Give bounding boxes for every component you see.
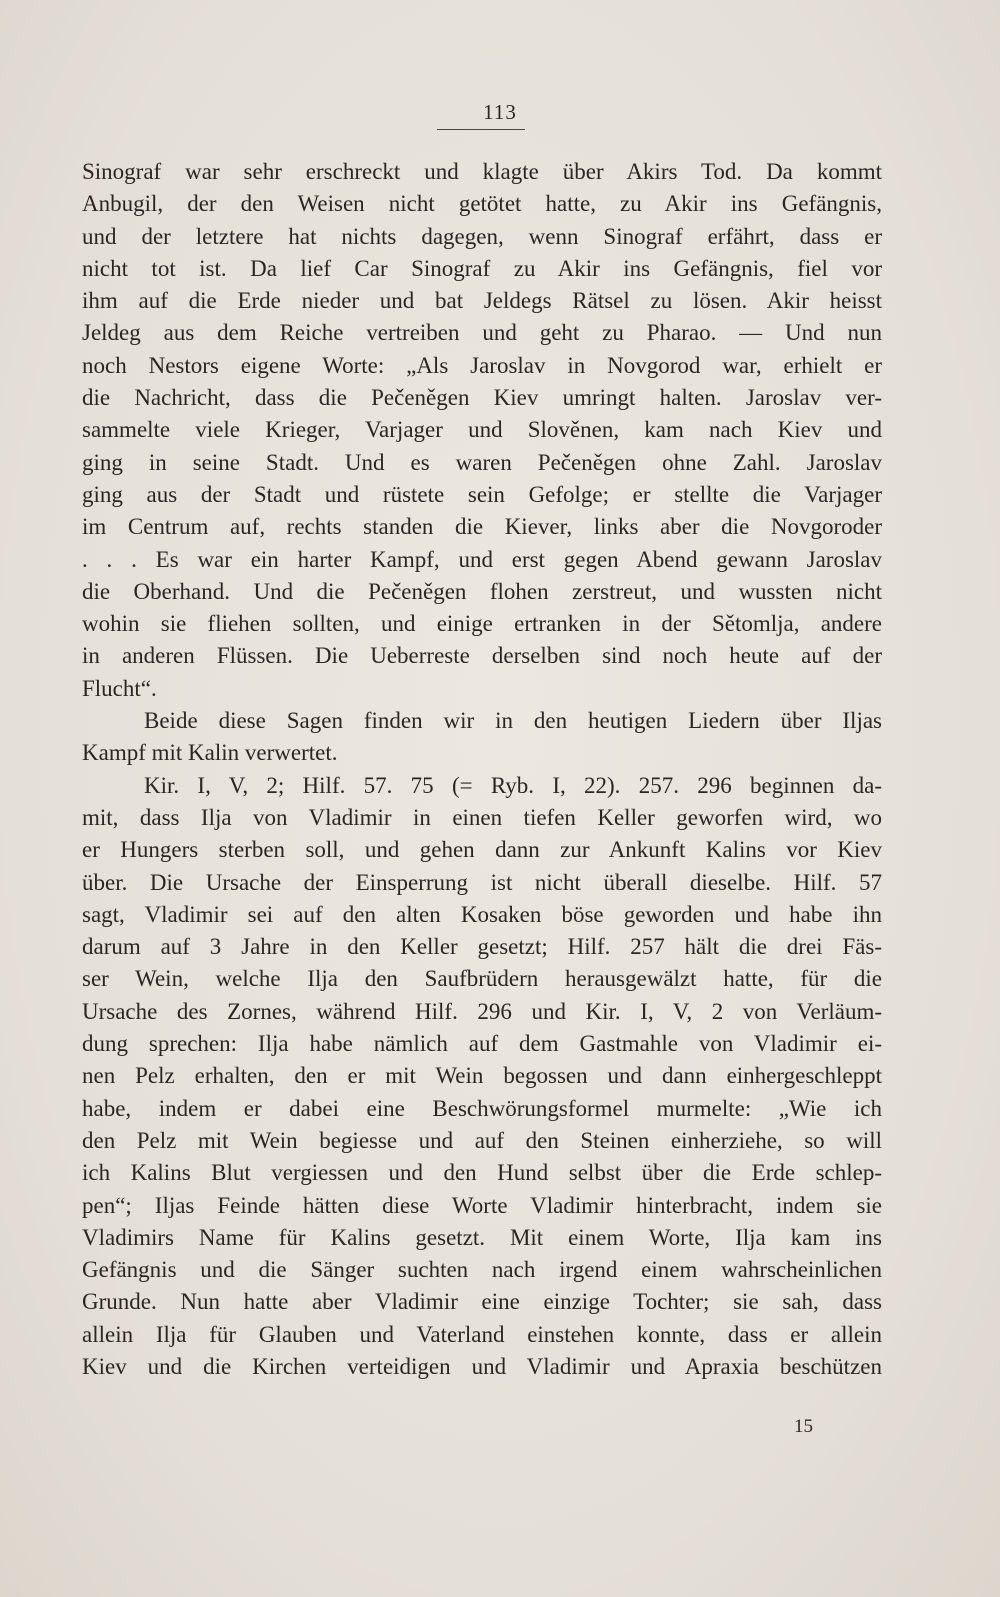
text-line: Vladimirs Name für Kalins gesetzt. Mit einem Worte, Ilja kam ins	[82, 1224, 882, 1250]
text-line: Kiev und die Kirchen verteidigen und Vladimir und Apraxia beschützen	[82, 1353, 882, 1379]
page-number: 113	[483, 100, 517, 124]
text-line: nen Pelz erhalten, den er mit Wein begossen und dann einhergeschleppt	[82, 1063, 882, 1089]
text-line: allein Ilja für Glauben und Vaterland einstehen konnte, dass er allein	[82, 1321, 882, 1347]
text-line: nicht tot ist. Da lief Car Sinograf zu Akir ins Gefängnis, fiel vor	[82, 255, 882, 281]
text-line: mit, dass Ilja von Vladimir in einen tiefen Keller geworfen wird, wo	[82, 804, 882, 830]
text-line: Flucht“.	[82, 675, 157, 701]
text-line: die Oberhand. Und die Pečeněgen flohen zerstreut, und wussten nicht	[82, 578, 882, 604]
text-line: . . . Es war ein harter Kampf, und erst gegen Abend gewann Jaroslav	[82, 546, 882, 572]
text-line: er Hungers sterben soll, und gehen dann zur Ankunft Kalins vor Kiev	[82, 837, 882, 863]
text-line: über. Die Ursache der Einsperrung ist nicht überall dieselbe. Hilf. 57	[82, 869, 882, 895]
text-line: ging aus der Stadt und rüstete sein Gefolge; er stellte die Varjager	[82, 481, 882, 507]
text-line: ihm auf die Erde nieder und bat Jeldegs Rätsel zu lösen. Akir heisst	[82, 288, 882, 314]
text-line: sammelte viele Krieger, Varjager und Slověnen, kam nach Kiev und	[82, 417, 882, 443]
text-line: darum auf 3 Jahre in den Keller gesetzt; Hilf. 257 hält die drei Fäs-	[82, 934, 882, 960]
text-line: Gefängnis und die Sänger suchten nach irgend einem wahrscheinlichen	[82, 1257, 882, 1283]
text-line: Kampf mit Kalin verwertet.	[82, 740, 338, 766]
text-line: die Nachricht, dass die Pečeněgen Kiev umringt halten. Jaroslav ver-	[82, 385, 882, 411]
text-line: den Pelz mit Wein begiesse und auf den Steinen einherziehe, so will	[82, 1127, 882, 1153]
text-line: Ursache des Zornes, während Hilf. 296 und Kir. I, V, 2 von Verläum-	[82, 998, 882, 1024]
text-line: und der letztere hat nichts dagegen, wenn Sinograf erfährt, dass er	[82, 223, 882, 249]
signature-mark: 15	[794, 1416, 813, 1437]
text-line: Jeldeg aus dem Reiche vertreiben und geht zu Pharao. — Und nun	[82, 320, 882, 346]
header-rule	[437, 129, 525, 130]
text-line: Anbugil, der den Weisen nicht getötet hatte, zu Akir ins Gefängnis,	[82, 191, 882, 217]
text-line: in anderen Flüssen. Die Ueberreste derselben sind noch heute auf der	[82, 643, 882, 669]
text-line: im Centrum auf, rechts standen die Kiever, links aber die Novgoroder	[82, 514, 882, 540]
text-line: Kir. I, V, 2; Hilf. 57. 75 (= Ryb. I, 22). 257. 296 beginnen da-	[144, 772, 882, 798]
text-line: wohin sie fliehen sollten, und einige ertranken in der Sětomlja, andere	[82, 611, 882, 637]
text-line: ging in seine Stadt. Und es waren Pečeněgen ohne Zahl. Jaroslav	[82, 449, 882, 475]
text-line: ser Wein, welche Ilja den Saufbrüdern herausgewälzt hatte, für die	[82, 966, 882, 992]
text-line: Grunde. Nun hatte aber Vladimir eine einzige Tochter; sie sah, dass	[82, 1289, 882, 1315]
text-line: habe, indem er dabei eine Beschwörungsformel murmelte: „Wie ich	[82, 1095, 882, 1121]
body-text	[82, 156, 882, 1383]
text-line: Beide diese Sagen finden wir in den heutigen Liedern über Iljas	[144, 708, 882, 734]
text-line: pen“; Iljas Feinde hätten diese Worte Vladimir hinterbracht, indem sie	[82, 1192, 882, 1218]
text-line: dung sprechen: Ilja habe nämlich auf dem Gastmahle von Vladimir ei-	[82, 1031, 882, 1057]
text-line: sagt, Vladimir sei auf den alten Kosaken böse geworden und habe ihn	[82, 901, 882, 927]
text-line: ich Kalins Blut vergiessen und den Hund selbst über die Erde schlep-	[82, 1160, 882, 1186]
text-line: noch Nestors eigene Worte: „Als Jaroslav in Novgorod war, erhielt er	[82, 352, 882, 378]
text-line: Sinograf war sehr erschreckt und klagte über Akirs Tod. Da kommt	[82, 159, 882, 184]
